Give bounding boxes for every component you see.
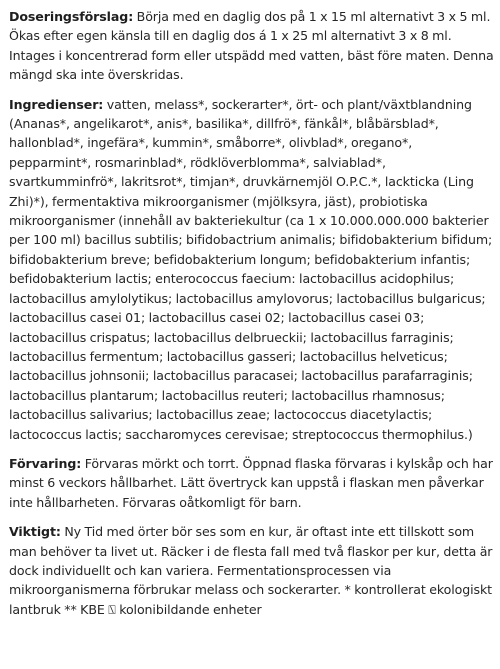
- product-info-text: [9, 7, 494, 619]
- ingredients-section: [9, 95, 494, 444]
- ingredients-label: Ingredienser:: [9, 96, 104, 112]
- storage-label: Förvaring:: [9, 455, 82, 471]
- important-label: Viktigt:: [9, 524, 61, 540]
- storage-text: Förvaras mörkt och torrt. Öppnad flaska förvaras i kylskåp och har minst 6 veckors hållbarhet. Lätt övertryck kan uppstå i flaskan men påverkar inte hållbarheten. Förvaras oåtkomligt för barn.: [9, 455, 493, 510]
- important-text: Ny Tid med örter bör ses som en kur, är oftast inte ett tillskott som man behöver ta livet ut. Räcker i de flesta fall med två flaskor per kur, detta är dock individuellt och kan variera. Fermentationsprocessen via mikroorganismerna förbrukar melass och sockerarter. * kontrollerat ekologiskt lantbruk ** KBE ⍂ kolonibildande enheter: [9, 524, 493, 617]
- dosage-label: Doseringsförslag:: [9, 9, 134, 24]
- storage-section: [9, 454, 494, 512]
- dosage-section: [9, 7, 494, 85]
- dosage-text: Börja med en daglig dos på 1 x 15 ml alternativt 3 x 5 ml. Ökas efter egen känsla till en daglig dos á 1 x 25 ml alternativt 3 x 8 ml. Intages i koncentrerad form eller utspädd med vatten, bäst före maten. Denna mängd ska inte överskridas.: [9, 9, 494, 83]
- important-section: [9, 522, 494, 619]
- ingredients-text: vatten, melass*, sockerarter*, ört- och plant/växtblandning (Ananas*, angelikarot*, anis*, basilika*, dillfrö*, fänkål*, blåbärsblad*, hallonblad*, ingefära*, kummin*, småborre*, olivblad*, oregano*, pepparmint*, rosmarinblad*, rödklöverblomma*, salviablad*, svartkumminfrö*, lakritsrot*, timjan*, druvkärnemjöl O.P.C.*, lackticka (Ling Zhi)*), fermentaktiva mikroorganismer (mjölksyra, jäst), probiotiska mikroorganismer (innehåll av bakteriekultur (ca 1 x 10.000.000.000 bakterier per 100 ml) bacillus subtilis; bifidobactrium animalis; bifidobakterium bifidum; bifidobakterium breve; befidobakterium longum; befidobakterium infantis; befidobakterium lactis; enterococcus faecium: lactobacillus acidophilus; lactobacillus amylolytikus; lactobacillus amylovorus; lactobacillus bulgaricus; lactobacillus casei 01; lactobacillus casei 02; lactobacillus casei 03; lactobacillus crispatus; lactobacillus delbrueckii; lactobacillus farraginis; lactobacillus fermentum; lactobacillus gasseri; lactobacillus helveticus; lactobacillus johnsonii; lactobacillus paracasei; lactobacillus parafarraginis; lactobacillus plantarum; lactobacillus reuteri; lactobacillus rhamnosus; lactobacillus salivarius; lactobacillus zeae; lactococcus diacetylactis; lactococcus lactis; saccharomyces cerevisae; streptococcus thermophilus.): [9, 96, 493, 442]
